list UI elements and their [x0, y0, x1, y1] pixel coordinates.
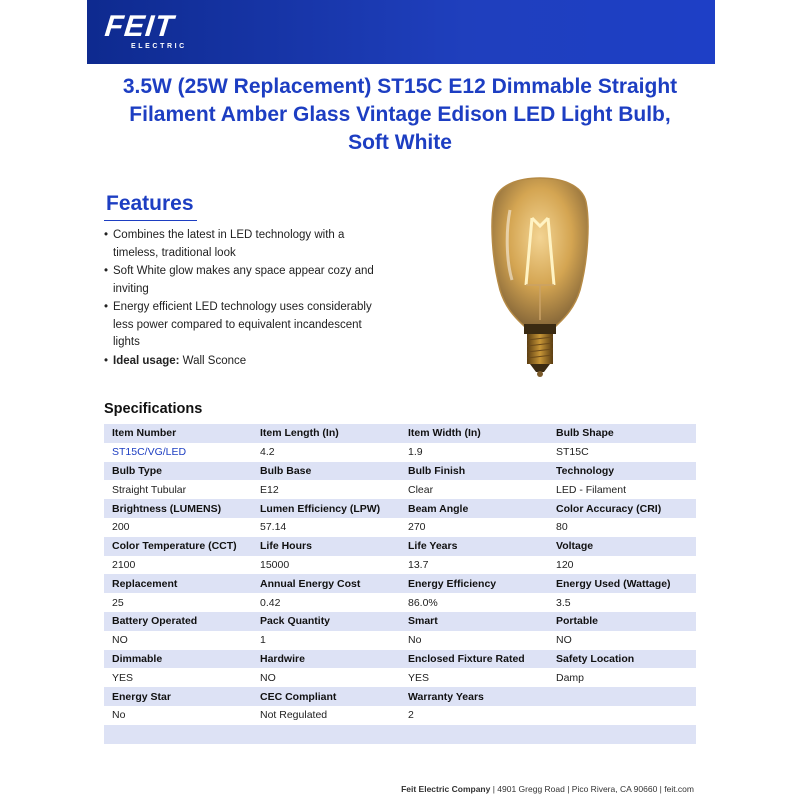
features-divider — [104, 220, 197, 221]
product-title-line-2: Filament Amber Glass Vintage Edison LED Light Bulb, — [129, 103, 671, 126]
feature-text: Wall Sconce — [179, 354, 247, 367]
bullet-icon: • — [104, 301, 109, 313]
spec-value: Damp — [548, 668, 696, 687]
spec-label: Bulb Shape — [548, 424, 696, 443]
spec-blank-row — [104, 725, 696, 744]
spec-blank-cell — [400, 725, 548, 744]
spec-label: Battery Operated — [104, 612, 252, 631]
spec-label: Voltage — [548, 537, 696, 556]
spec-label: Enclosed Fixture Rated — [400, 650, 548, 669]
spec-label: Bulb Base — [252, 462, 400, 481]
spec-label: Lumen Efficiency (LPW) — [252, 499, 400, 518]
spec-value-row — [104, 706, 696, 725]
spec-label-row — [104, 462, 696, 481]
spec-label: Smart — [400, 612, 548, 631]
spec-label-row — [104, 424, 696, 443]
spec-value: No — [104, 706, 252, 725]
spec-label: Pack Quantity — [252, 612, 400, 631]
product-title — [90, 73, 710, 157]
spec-value: 15000 — [252, 556, 400, 575]
spec-value: 57.14 — [252, 518, 400, 537]
spec-label: CEC Compliant — [252, 687, 400, 706]
logo-wordmark: FEIT — [103, 10, 176, 43]
spec-value: 13.7 — [400, 556, 548, 575]
spec-label: Warranty Years — [400, 687, 548, 706]
spec-label: Item Number — [104, 424, 252, 443]
product-title-line-1: 3.5W (25W Replacement) ST15C E12 Dimmable Straight — [122, 75, 678, 98]
spec-value: LED - Filament — [548, 480, 696, 499]
spec-value-row — [104, 518, 696, 537]
bullet-icon: • — [104, 354, 109, 367]
feature-item — [104, 227, 379, 262]
spec-value: Not Regulated — [252, 706, 400, 725]
spec-value-row — [104, 556, 696, 575]
spec-value-row — [104, 631, 696, 650]
footer-website-link[interactable]: feit.com — [664, 784, 694, 794]
spec-label: Hardwire — [252, 650, 400, 669]
footer — [401, 784, 694, 794]
spec-value: Clear — [400, 480, 548, 499]
spec-label: Annual Energy Cost — [252, 574, 400, 593]
feit-logo[interactable] — [105, 12, 187, 51]
feature-label: Ideal usage: — [113, 354, 180, 367]
feature-text: Energy efficient LED technology uses considerably less power compared to equivalent incandescent lights — [113, 301, 372, 348]
spec-label: Energy Efficiency — [400, 574, 548, 593]
spec-value: NO — [252, 668, 400, 687]
spec-label: Beam Angle — [400, 499, 548, 518]
spec-value: Straight Tubular — [104, 480, 252, 499]
spec-label: Color Accuracy (CRI) — [548, 499, 696, 518]
features-heading: Features — [106, 192, 194, 215]
spec-label: Color Temperature (CCT) — [104, 537, 252, 556]
spec-value: 25 — [104, 593, 252, 612]
spec-blank-cell — [548, 725, 696, 744]
spec-value-row — [104, 480, 696, 499]
spec-label-row — [104, 687, 696, 706]
footer-company: Feit Electric Company — [401, 784, 491, 794]
feature-text: Combines the latest in LED technology with a timeless, traditional look — [113, 229, 345, 259]
spec-value — [548, 706, 696, 725]
spec-blank-cell — [104, 725, 252, 744]
feature-item — [104, 263, 379, 298]
specifications-heading: Specifications — [104, 401, 203, 417]
spec-label: Safety Location — [548, 650, 696, 669]
spec-value: 270 — [400, 518, 548, 537]
header-banner — [87, 0, 715, 64]
spec-value: 80 — [548, 518, 696, 537]
spec-label: Brightness (LUMENS) — [104, 499, 252, 518]
feature-item — [104, 299, 379, 352]
bullet-icon: • — [104, 229, 109, 241]
spec-label: Bulb Type — [104, 462, 252, 481]
spec-value: E12 — [252, 480, 400, 499]
logo-subtitle: ELECTRIC — [131, 43, 187, 50]
spec-value: NO — [104, 631, 252, 650]
spec-value: YES — [400, 668, 548, 687]
spec-label: Energy Star — [104, 687, 252, 706]
spec-value-row — [104, 443, 696, 462]
spec-value: YES — [104, 668, 252, 687]
spec-label: Technology — [548, 462, 696, 481]
spec-label-row — [104, 499, 696, 518]
spec-value: ST15C — [548, 443, 696, 462]
spec-label: Dimmable — [104, 650, 252, 669]
spec-value-row — [104, 593, 696, 612]
product-title-line-3: Soft White — [348, 131, 452, 154]
feature-item — [104, 353, 379, 371]
spec-value: 4.2 — [252, 443, 400, 462]
spec-blank-cell — [252, 725, 400, 744]
spec-label: Energy Used (Wattage) — [548, 574, 696, 593]
spec-label-row — [104, 574, 696, 593]
spec-label: Life Hours — [252, 537, 400, 556]
spec-label: Item Width (In) — [400, 424, 548, 443]
spec-value: 1.9 — [400, 443, 548, 462]
product-bulb-image — [480, 170, 600, 380]
spec-label-row — [104, 650, 696, 669]
spec-value: 2 — [400, 706, 548, 725]
spec-label: Life Years — [400, 537, 548, 556]
spec-label: Bulb Finish — [400, 462, 548, 481]
spec-value: 200 — [104, 518, 252, 537]
spec-value: NO — [548, 631, 696, 650]
spec-value-row — [104, 668, 696, 687]
spec-label-row — [104, 537, 696, 556]
item-number-link[interactable]: ST15C/VG/LED — [104, 443, 252, 462]
spec-value: 2100 — [104, 556, 252, 575]
spec-label: Portable — [548, 612, 696, 631]
spec-value: 120 — [548, 556, 696, 575]
spec-value: 86.0% — [400, 593, 548, 612]
spec-label: Replacement — [104, 574, 252, 593]
footer-address: | 4901 Gregg Road | Pico Rivera, CA 90660 | — [490, 784, 665, 794]
spec-value: 0.42 — [252, 593, 400, 612]
feature-text: Soft White glow makes any space appear cozy and inviting — [113, 265, 374, 295]
spec-value: 3.5 — [548, 593, 696, 612]
spec-value: 1 — [252, 631, 400, 650]
bullet-icon: • — [104, 265, 109, 277]
spec-label: Item Length (In) — [252, 424, 400, 443]
spec-value: No — [400, 631, 548, 650]
features-list — [104, 227, 379, 371]
specifications-table — [104, 424, 696, 744]
spec-label-row — [104, 612, 696, 631]
spec-label — [548, 687, 696, 706]
